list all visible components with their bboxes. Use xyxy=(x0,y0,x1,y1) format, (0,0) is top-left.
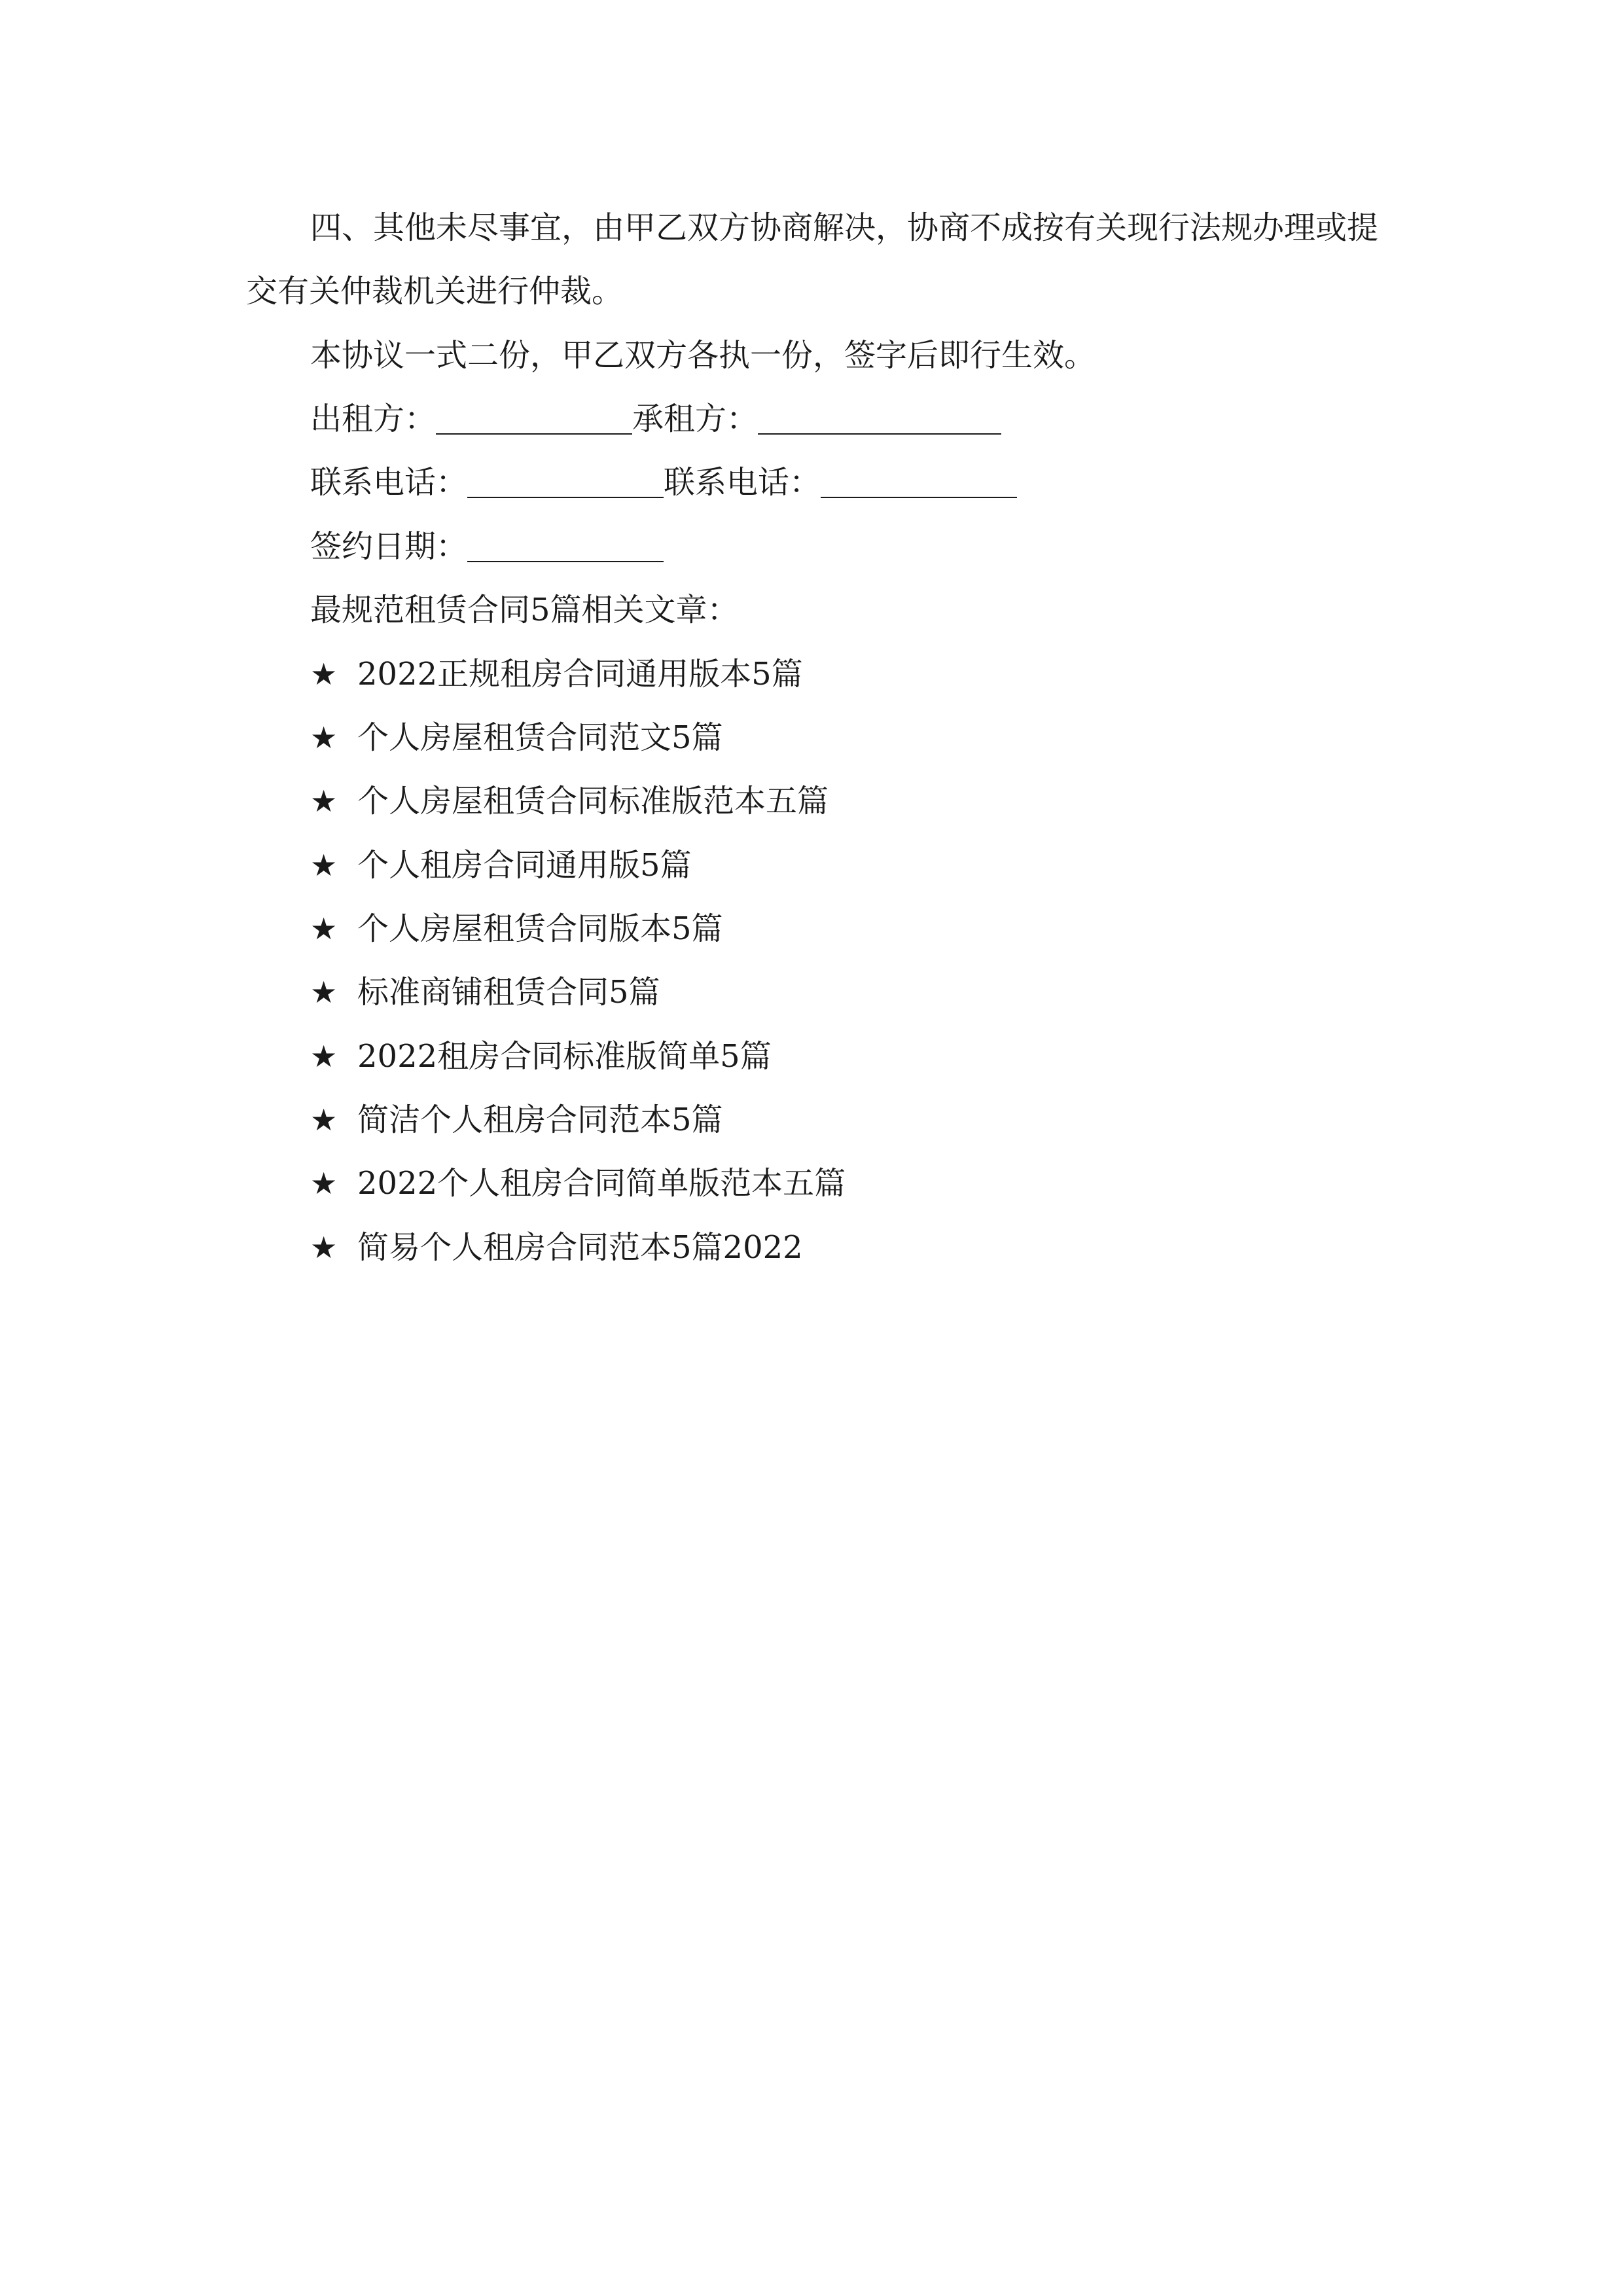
related-link-item[interactable] xyxy=(310,909,723,948)
related-link-text[interactable]: 简易个人租房合同范本5篇2022 xyxy=(357,1229,803,1266)
related-link-text[interactable]: 个人房屋租赁合同范文5篇 xyxy=(357,719,723,756)
copies-text: 本协议一式二份，甲乙双方各执一份，签字后即行生效。 xyxy=(310,337,1096,374)
star-icon: ★ xyxy=(310,656,338,692)
lessor-lessee-line xyxy=(310,399,1001,439)
related-link-text[interactable]: 2022个人租房合同简单版范本五篇 xyxy=(357,1165,846,1202)
related-link-item[interactable] xyxy=(310,1037,772,1076)
lessor-phone-blank[interactable] xyxy=(467,471,664,498)
related-link-text[interactable]: 简洁个人租房合同范本5篇 xyxy=(357,1102,723,1138)
star-icon: ★ xyxy=(310,911,338,946)
related-link-text[interactable]: 标准商铺租赁合同5篇 xyxy=(357,974,660,1011)
lessor-blank[interactable] xyxy=(436,407,632,435)
related-link-text[interactable]: 个人房屋租赁合同标准版范本五篇 xyxy=(357,783,829,819)
related-link-item[interactable] xyxy=(310,1228,803,1267)
lessee-phone-label: 联系电话： xyxy=(664,464,821,501)
clause-four-text: 四、其他未尽事宜，由甲乙双方协商解决，协商不成按有关现行法规办理或提交有关仲裁机关进行仲裁。 xyxy=(246,209,1379,310)
star-icon: ★ xyxy=(310,783,338,819)
related-link-text[interactable]: 2022正规租房合同通用版本5篇 xyxy=(357,656,803,692)
related-heading-text: 最规范租赁合同5篇相关文章： xyxy=(310,592,739,628)
related-link-item[interactable] xyxy=(310,1100,723,1139)
related-link-text[interactable]: 个人房屋租赁合同版本5篇 xyxy=(357,910,723,947)
related-link-text[interactable]: 2022租房合同标准版简单5篇 xyxy=(357,1038,772,1075)
star-icon: ★ xyxy=(310,1039,338,1074)
copies-paragraph xyxy=(310,336,1096,375)
lessee-label: 承租方： xyxy=(632,401,758,437)
star-icon: ★ xyxy=(310,720,338,755)
lessee-phone-blank[interactable] xyxy=(821,471,1017,498)
related-heading xyxy=(310,590,739,630)
star-icon: ★ xyxy=(310,1166,338,1201)
star-icon: ★ xyxy=(310,1102,338,1138)
clause-four-paragraph xyxy=(246,196,1385,323)
related-link-item[interactable] xyxy=(310,973,660,1012)
lessee-blank[interactable] xyxy=(758,407,1001,435)
sign-date-label: 签约日期： xyxy=(310,528,468,565)
lessor-phone-label: 联系电话： xyxy=(310,464,468,501)
phone-line xyxy=(310,463,1017,502)
related-link-item[interactable] xyxy=(310,1164,846,1203)
star-icon: ★ xyxy=(310,1230,338,1265)
star-icon: ★ xyxy=(310,975,338,1010)
related-link-text[interactable]: 个人租房合同通用版5篇 xyxy=(357,847,692,884)
related-link-item[interactable] xyxy=(310,781,829,821)
related-link-item[interactable] xyxy=(310,655,803,694)
related-link-item[interactable] xyxy=(310,846,692,885)
star-icon: ★ xyxy=(310,848,338,883)
sign-date-blank[interactable] xyxy=(467,535,664,562)
related-link-item[interactable] xyxy=(310,718,723,757)
lessor-label: 出租方： xyxy=(310,401,437,437)
sign-date-line xyxy=(310,527,664,566)
